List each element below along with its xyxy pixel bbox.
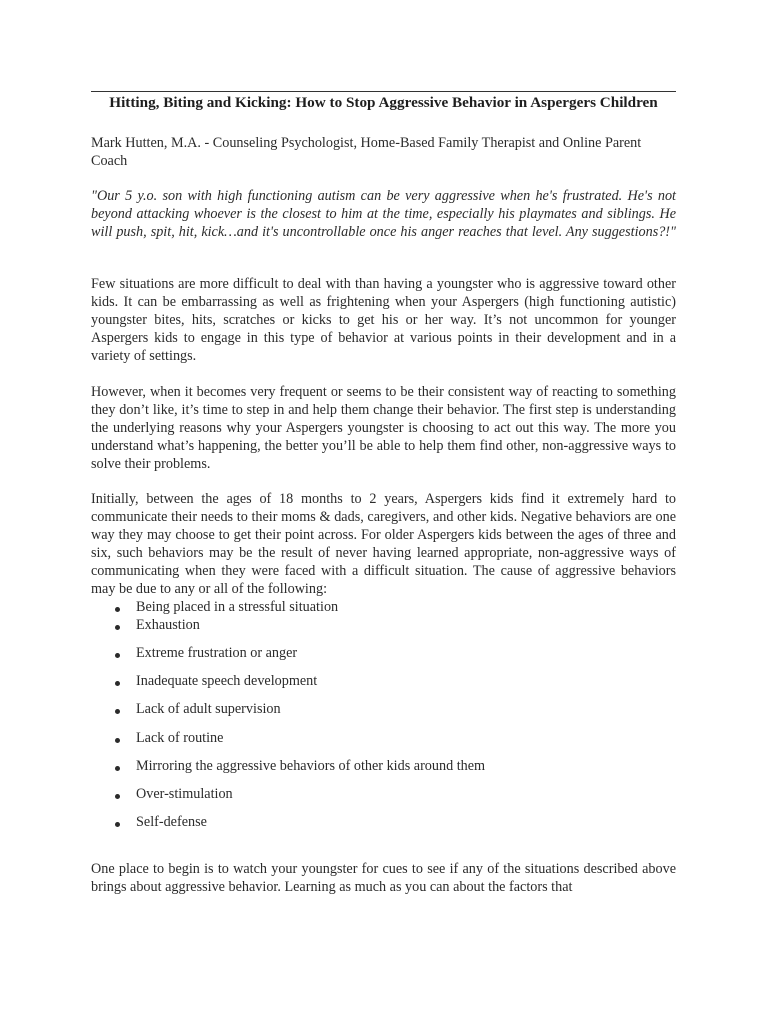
paragraph-intro: Few situations are more difficult to deal with than having a youngster who is aggressive toward other kids. It can be embarrassing as well as frightening when your Aspergers (high functioning autistic) youngster bites, hits, scratches or kicks to get his or her way. It’s not uncommon for younger Aspergers kids to engage in this type of behavior at various points in their development and in a variety of settings. [91, 276, 676, 364]
bullet-dot-icon [115, 794, 120, 799]
list-item [91, 701, 676, 719]
list-item [91, 673, 676, 691]
author-byline: Mark Hutten, M.A. - Counseling Psychologist, Home-Based Family Therapist and Online Parent Coach [91, 135, 642, 169]
bullet-dot-icon [115, 607, 120, 612]
bullet-dot-icon [115, 653, 120, 658]
list-item [91, 599, 676, 617]
list-item-text: Self-defense [136, 814, 207, 830]
bullet-dot-icon [115, 681, 120, 686]
list-item-text: Exhaustion [136, 617, 200, 633]
bullet-dot-icon [115, 738, 120, 743]
list-item-text: Inadequate speech development [136, 673, 318, 689]
list-item [91, 814, 676, 832]
list-item-text: Lack of adult supervision [136, 701, 281, 717]
title-rule [91, 91, 676, 92]
bullet-dot-icon [115, 625, 120, 630]
article-title: Hitting, Biting and Kicking: How to Stop Aggressive Behavior in Aspergers Children [109, 94, 658, 111]
paragraph-watch-cues: One place to begin is to watch your youngster for cues to see if any of the situations described above brings about aggressive behavior. Learning as much as you can about the factors that [91, 861, 676, 895]
list-item-text: Being placed in a stressful situation [136, 599, 339, 615]
bullet-dot-icon [115, 766, 120, 771]
paragraph-underlying-reasons: However, when it becomes very frequent or seems to be their consistent way of reacting to something they don’t like, it’s time to step in and help them change their behavior. The first step is understanding the underlying reasons why your Aspergers youngster is choosing to act out this way. The more you understand what’s happening, the better you’ll be able to help them find other, non-aggressive ways to solve their problems. [91, 384, 676, 472]
list-item-text: Lack of routine [136, 730, 224, 746]
list-item-text: Over-stimulation [136, 786, 233, 802]
list-item-text: Extreme frustration or anger [136, 645, 298, 661]
list-item [91, 645, 676, 663]
list-item [91, 730, 676, 748]
list-item [91, 758, 676, 776]
bullet-dot-icon [115, 822, 120, 827]
list-item [91, 617, 676, 635]
parent-quote: "Our 5 y.o. son with high functioning autism can be very aggressive when he's frustrated. He's not beyond attacking whoever is the closest to him at the time, especially his playmates and siblings. He will push, spit, hit, kick…and it's uncontrollable once his anger reaches that level. Any suggestions?!" [91, 188, 676, 240]
paragraph-ages: Initially, between the ages of 18 months to 2 years, Aspergers kids find it extremely hard to communicate their needs to their moms & dads, caregivers, and other kids. Negative behaviors are one way they may choose to get their point across. For older Aspergers kids between the ages of three and six, such behaviors may be the result of never having learned appropriate, non-aggressive ways of communicating when they were faced with a difficult situation. The cause of aggressive behaviors may be due to any or all of the following: [91, 491, 676, 597]
bullet-dot-icon [115, 709, 120, 714]
list-item-text: Mirroring the aggressive behaviors of other kids around them [136, 758, 486, 774]
list-item [91, 786, 676, 804]
